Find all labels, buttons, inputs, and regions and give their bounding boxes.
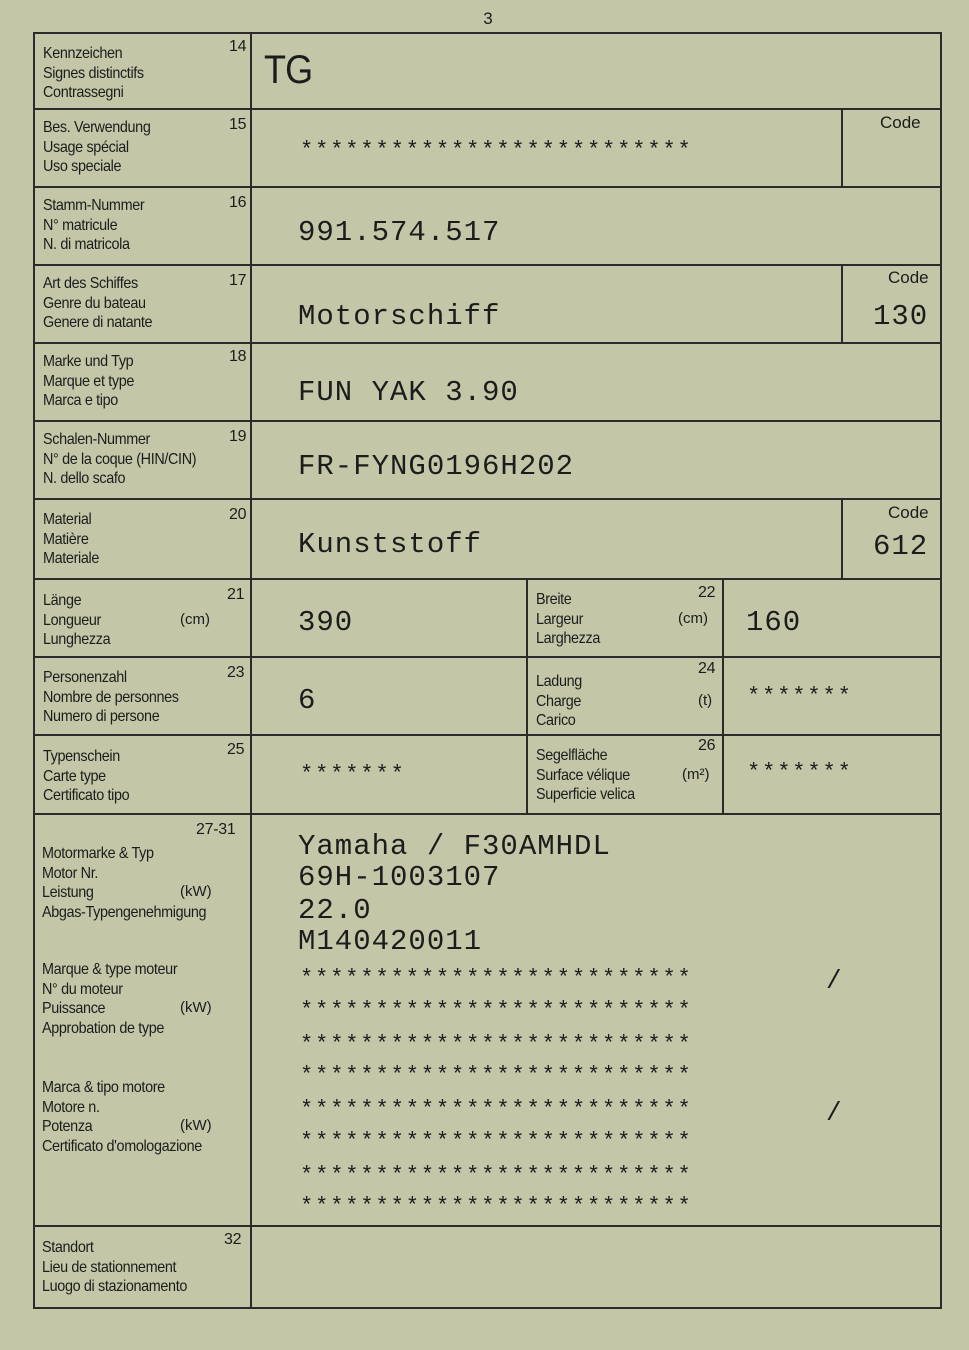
width-value: 160	[746, 606, 802, 639]
field-26-number: 26	[698, 737, 716, 754]
material-value: Kunststoff	[298, 528, 483, 561]
engine-unit-de: (kW)	[180, 883, 212, 900]
field-18-label: Marke und Typ Marque et type Marca e tipo	[43, 353, 135, 409]
engine2-make-type: **************************	[300, 966, 693, 991]
field-25-label: Typenschein Carte type Certificato tipo	[43, 748, 130, 804]
type-certificate-value: *******	[300, 762, 406, 787]
vessel-type-code-label: Code	[888, 268, 929, 287]
engine3-number: **************************	[300, 1129, 693, 1154]
field-18-number: 18	[229, 348, 247, 365]
material-code-label: Code	[888, 503, 929, 522]
engine-label-de: Motormarke & Typ Motor Nr. Leistung Abgas-Typengenehmigung	[42, 845, 207, 921]
field-19-label: Schalen-Nummer N° de la coque (HIN/CIN) N. dello scafo	[43, 431, 197, 487]
field-14-label: Kennzeichen Signes distinctifs Contrassegni	[43, 45, 144, 101]
field-21-label: Länge Longueur Lunghezza	[43, 592, 111, 648]
engine-unit-fr: (kW)	[180, 999, 212, 1016]
field-17-number: 17	[229, 272, 247, 289]
vessel-type-value: Motorschiff	[298, 300, 501, 333]
length-unit: (cm)	[180, 611, 210, 628]
length-value: 390	[298, 606, 354, 639]
field-21-number: 21	[227, 586, 245, 603]
persons-value: 6	[298, 684, 317, 717]
engine1-approval: M140420011	[298, 925, 483, 958]
field-32-number: 32	[224, 1231, 242, 1248]
engine-label-fr: Marque & type moteur N° du moteur Puissance Approbation de type	[42, 961, 178, 1037]
material-code-value: 612	[873, 530, 929, 563]
field-27-31-number: 27-31	[196, 821, 236, 838]
sail-area-unit: (m²)	[682, 766, 710, 783]
engine2-number: **************************	[300, 998, 693, 1023]
vessel-type-code-value: 130	[873, 300, 929, 333]
field-24-number: 24	[698, 660, 716, 677]
field-23-label: Personenzahl Nombre de personnes Numero di persone	[43, 669, 179, 725]
engine1-power: 22.0	[298, 894, 372, 927]
field-14-number: 14	[229, 38, 247, 55]
special-use-value: **************************	[300, 138, 693, 163]
engine3-slash: /	[826, 1098, 842, 1128]
field-24-label: Ladung Charge Carico	[536, 673, 582, 729]
field-19-number: 19	[229, 428, 247, 445]
engine2-approval: **************************	[300, 1063, 693, 1088]
field-22-number: 22	[698, 584, 716, 601]
field-22-label: Breite Largeur Larghezza	[536, 591, 601, 647]
engine-label-it: Marca & tipo motore Motore n. Potenza Certificato d'omologazione	[42, 1079, 202, 1155]
engine1-make-type: Yamaha / F30AMHDL	[298, 830, 611, 863]
field-17-label: Art des Schiffes Genre du bateau Genere di natante	[43, 275, 153, 331]
engine-unit-it: (kW)	[180, 1117, 212, 1134]
engine3-power: **************************	[300, 1163, 693, 1188]
field-15-label: Bes. Verwendung Usage spécial Uso speciale	[43, 119, 151, 175]
field-16-label: Stamm-Nummer N° matricule N. di matricola	[43, 197, 145, 253]
field-16-number: 16	[229, 194, 247, 211]
load-value: *******	[747, 684, 853, 709]
registration-number-value: 991.574.517	[298, 216, 501, 249]
engine3-approval: **************************	[300, 1194, 693, 1219]
field-20-label: Material Matière Materiale	[43, 511, 99, 567]
field-32-label: Standort Lieu de stationnement Luogo di stazionamento	[42, 1239, 187, 1295]
engine3-make-type: **************************	[300, 1097, 693, 1122]
sail-area-value: *******	[747, 760, 853, 785]
field-23-number: 23	[227, 664, 245, 681]
field-25-number: 25	[227, 741, 245, 758]
load-unit: (t)	[698, 692, 713, 709]
special-use-code-label: Code	[880, 113, 921, 132]
field-26-label: Segelfläche Surface vélique Superficie velica	[536, 747, 635, 803]
canton-code-value: TG	[264, 48, 313, 92]
width-unit: (cm)	[678, 610, 708, 627]
engine1-number: 69H-1003107	[298, 861, 501, 894]
make-model-value: FUN YAK 3.90	[298, 376, 519, 409]
engine2-power: **************************	[300, 1032, 693, 1057]
field-15-number: 15	[229, 116, 247, 133]
page-number: 3	[483, 9, 493, 28]
hull-number-value: FR-FYNG0196H202	[298, 450, 575, 483]
engine2-slash: /	[826, 966, 842, 996]
field-20-number: 20	[229, 506, 247, 523]
